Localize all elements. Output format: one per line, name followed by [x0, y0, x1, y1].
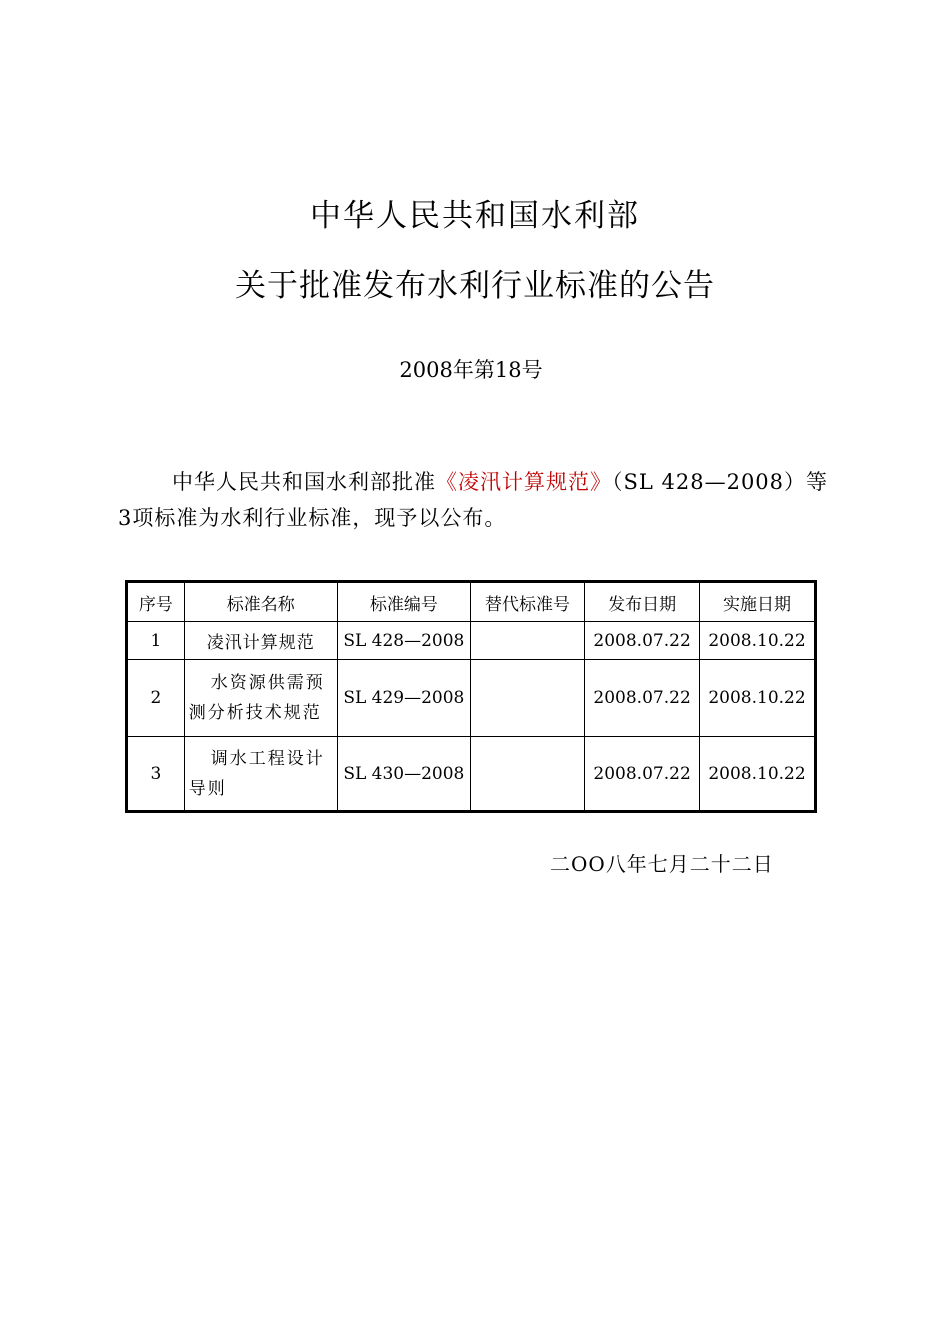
paragraph-suffix: （SL 428—2008）等3项标准为水利行业标准，现予以公布。	[118, 470, 829, 530]
table-row	[127, 622, 816, 660]
header-cell-effective-date: 实施日期	[700, 582, 816, 622]
header-cell-publish-date: 发布日期	[585, 582, 700, 622]
issue-date: 二OO八年七月二十二日	[550, 852, 774, 876]
row-standard-name: 凌汛计算规范	[184, 622, 337, 660]
issuing-organization: 中华人民共和国水利部	[310, 198, 640, 234]
row-publish-date: 2008.07.22	[585, 622, 700, 660]
row-replaces	[470, 660, 584, 737]
table-row	[127, 660, 816, 737]
header-cell-name: 标准名称	[184, 582, 337, 622]
header-cell-index: 序号	[127, 582, 185, 622]
row-replaces	[470, 737, 584, 812]
row-standard-name: 水资源供需预测分析技术规范	[188, 673, 325, 723]
row-standard-code: SL 430—2008	[337, 737, 470, 812]
row-standard-code: SL 428—2008	[337, 622, 470, 660]
announcement-paragraph	[118, 464, 830, 536]
table-header-row	[127, 582, 816, 622]
row-index: 2	[127, 660, 185, 737]
row-standard-name: 调水工程设计导则	[188, 748, 325, 799]
row-standard-code: SL 429—2008	[337, 660, 470, 737]
row-publish-date: 2008.07.22	[585, 660, 700, 737]
row-standard-name-cell	[184, 660, 337, 737]
standards-table	[125, 580, 817, 813]
header-cell-code: 标准编号	[337, 582, 470, 622]
paragraph-prefix: 中华人民共和国水利部批准	[172, 470, 436, 494]
document-number: 2008年第18号	[399, 358, 543, 382]
announcement-title: 关于批准发布水利行业标准的公告	[235, 268, 715, 304]
table-row	[127, 737, 816, 812]
row-publish-date: 2008.07.22	[585, 737, 700, 812]
row-replaces	[470, 622, 584, 660]
row-effective-date: 2008.10.22	[700, 660, 816, 737]
header-cell-replaces: 替代标准号	[470, 582, 584, 622]
row-index: 3	[127, 737, 185, 812]
paragraph-standard-title: 《凌汛计算规范》	[436, 470, 612, 494]
row-standard-name-cell	[184, 737, 337, 812]
row-index: 1	[127, 622, 185, 660]
row-effective-date: 2008.10.22	[700, 622, 816, 660]
row-effective-date: 2008.10.22	[700, 737, 816, 812]
